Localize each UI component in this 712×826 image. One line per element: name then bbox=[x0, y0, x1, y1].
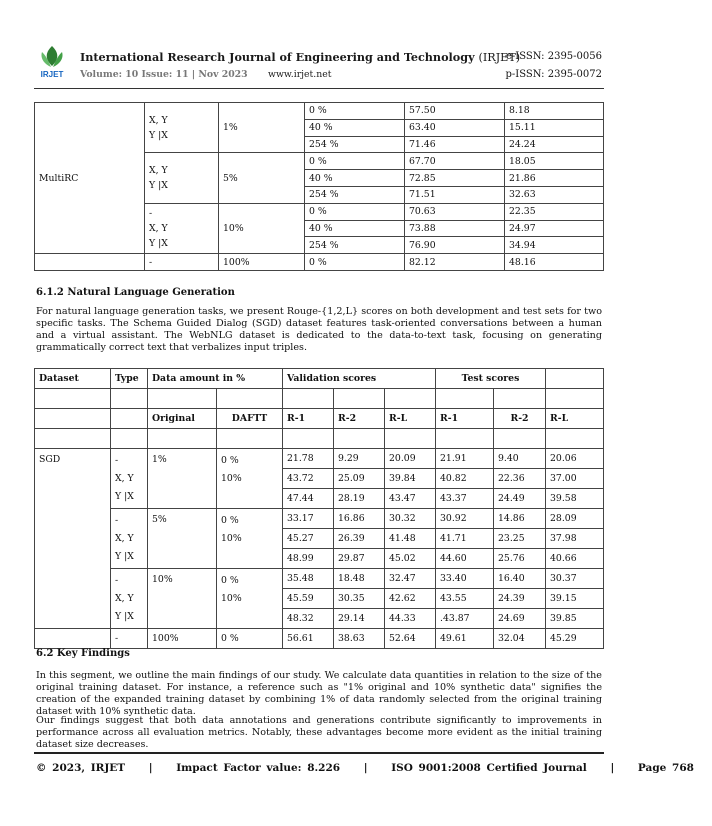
value-cell: 71.51 bbox=[405, 186, 505, 203]
header-val-r1: R-1 bbox=[283, 409, 334, 429]
value-cell: 24.97 bbox=[505, 220, 604, 237]
website-link[interactable]: www.irjet.net bbox=[268, 69, 332, 80]
daftt-cell bbox=[217, 449, 283, 509]
type-cell bbox=[145, 153, 219, 203]
score-cell: 45.27 bbox=[283, 529, 334, 549]
empty-cell bbox=[217, 389, 283, 409]
irjet-logo-icon bbox=[36, 44, 68, 80]
empty-cell bbox=[494, 389, 546, 409]
score-cell: 40.66 bbox=[546, 549, 604, 569]
type-line: Y |X bbox=[149, 180, 168, 192]
dataset-cell: MultiRC bbox=[35, 103, 145, 254]
type-line: Y |X bbox=[115, 491, 134, 502]
value-cell: 71.46 bbox=[405, 136, 505, 153]
score-cell: 29.14 bbox=[334, 609, 385, 629]
header-validation-scores: Validation scores bbox=[283, 369, 436, 389]
score-cell: - bbox=[111, 629, 148, 649]
score-cell: 48.99 bbox=[283, 549, 334, 569]
type-cell bbox=[111, 569, 148, 629]
header-test-scores: Test scores bbox=[436, 369, 546, 389]
original-amount-cell: 10% bbox=[148, 569, 217, 629]
score-cell: 41.48 bbox=[385, 529, 436, 549]
score-cell: 100% bbox=[148, 629, 217, 649]
score-cell: 0 % bbox=[217, 629, 283, 649]
header-test-r1: R-1 bbox=[436, 409, 494, 429]
score-cell: 21.91 bbox=[436, 449, 494, 469]
daftt-line: 0 % bbox=[221, 575, 239, 586]
score-cell: 30.35 bbox=[334, 589, 385, 609]
score-cell: 43.72 bbox=[283, 469, 334, 489]
table-row bbox=[35, 509, 604, 529]
score-cell: 39.85 bbox=[546, 609, 604, 629]
score-cell: 39.84 bbox=[385, 469, 436, 489]
value-cell: 254 % bbox=[305, 186, 405, 203]
score-cell: 30.37 bbox=[546, 569, 604, 589]
original-amount-cell: 5% bbox=[148, 509, 217, 569]
value-cell: 254 % bbox=[305, 237, 405, 254]
value-cell: 40 % bbox=[305, 220, 405, 237]
value-cell: 254 % bbox=[305, 136, 405, 153]
empty-cell bbox=[385, 389, 436, 409]
score-cell: 43.37 bbox=[436, 489, 494, 509]
score-cell: 47.44 bbox=[283, 489, 334, 509]
score-cell: 24.69 bbox=[494, 609, 546, 629]
score-cell: 37.98 bbox=[546, 529, 604, 549]
score-cell: 14.86 bbox=[494, 509, 546, 529]
header-type: Type bbox=[111, 369, 148, 389]
type-line: - bbox=[115, 455, 119, 466]
empty-cell bbox=[217, 429, 283, 449]
empty-cell bbox=[35, 409, 111, 429]
empty-cell bbox=[494, 429, 546, 449]
journal-abbr: (IRJET) bbox=[478, 51, 521, 64]
type-line: X, Y bbox=[115, 533, 134, 544]
type-line: Y |X bbox=[115, 611, 134, 622]
score-cell: 20.09 bbox=[385, 449, 436, 469]
score-cell: 37.00 bbox=[546, 469, 604, 489]
empty-cell bbox=[35, 629, 111, 649]
score-cell: 21.78 bbox=[283, 449, 334, 469]
footer-divider bbox=[34, 752, 604, 754]
issn-print: p-ISSN: 2395-0072 bbox=[505, 69, 602, 80]
score-cell: 42.62 bbox=[385, 589, 436, 609]
daftt-line: 10% bbox=[221, 593, 242, 604]
table-row bbox=[35, 569, 604, 589]
daftt-line: 0 % bbox=[221, 515, 239, 526]
amount-cell: 5% bbox=[219, 153, 305, 203]
daftt-cell bbox=[217, 509, 283, 569]
value-cell: 70.63 bbox=[405, 203, 505, 220]
journal-header bbox=[36, 44, 602, 80]
value-cell: 15.11 bbox=[505, 119, 604, 136]
empty-cell bbox=[334, 389, 385, 409]
empty-cell bbox=[334, 429, 385, 449]
empty-cell bbox=[111, 389, 148, 409]
header-daftt: DAFTT bbox=[217, 409, 283, 429]
score-cell: 9.29 bbox=[334, 449, 385, 469]
empty-cell bbox=[111, 409, 148, 429]
value-cell: 72.85 bbox=[405, 170, 505, 187]
value-cell: 48.16 bbox=[505, 254, 604, 271]
empty-cell bbox=[111, 429, 148, 449]
score-cell: 32.04 bbox=[494, 629, 546, 649]
header-test-r2: R-2 bbox=[494, 409, 546, 429]
score-cell: 52.64 bbox=[385, 629, 436, 649]
empty-cell bbox=[148, 429, 217, 449]
table-row bbox=[35, 449, 604, 469]
empty-cell bbox=[283, 429, 334, 449]
value-cell: 22.35 bbox=[505, 203, 604, 220]
value-cell: 73.88 bbox=[405, 220, 505, 237]
daftt-line: 10% bbox=[221, 473, 242, 484]
score-cell: 35.48 bbox=[283, 569, 334, 589]
score-cell: 23.25 bbox=[494, 529, 546, 549]
value-cell: 24.24 bbox=[505, 136, 604, 153]
type-line: X, Y bbox=[115, 473, 134, 484]
score-cell: 28.09 bbox=[546, 509, 604, 529]
section-heading-612: 6.1.2 Natural Language Generation bbox=[36, 287, 235, 298]
section-62-paragraph-2: Our findings suggest that both data annotations and generations contribute significantly to improvements in performance across all evaluation metrics. Notably, these advantages become more evident as the initial training dataset size decreases. bbox=[36, 715, 602, 750]
type-cell bbox=[111, 449, 148, 509]
section-62-paragraph-1: In this segment, we outline the main findings of our study. We calculate data quantities in relation to the size of the original training dataset. For instance, a reference such as "1% original and 10% synthetic data" signifies the creation of the expanded training dataset by combining 1% of data randomly selected from the original training dataset with 10% synthetic data. bbox=[36, 670, 602, 717]
value-cell: 8.18 bbox=[505, 103, 604, 120]
score-cell: 43.55 bbox=[436, 589, 494, 609]
value-cell: 0 % bbox=[305, 103, 405, 120]
value-cell: 100% bbox=[219, 254, 305, 271]
type-line: - bbox=[115, 515, 119, 526]
value-cell: 21.86 bbox=[505, 170, 604, 187]
value-cell: 40 % bbox=[305, 170, 405, 187]
journal-title bbox=[80, 50, 520, 64]
value-cell: 0 % bbox=[305, 203, 405, 220]
dataset-cell: SGD bbox=[35, 449, 111, 629]
score-cell: 45.59 bbox=[283, 589, 334, 609]
value-cell: 34.94 bbox=[505, 237, 604, 254]
type-cell bbox=[145, 203, 219, 253]
score-cell: 41.71 bbox=[436, 529, 494, 549]
type-line: - bbox=[115, 575, 119, 586]
type-cell bbox=[145, 103, 219, 153]
logo-text: IRJET bbox=[40, 70, 64, 79]
score-cell: 49.61 bbox=[436, 629, 494, 649]
type-line: X, Y bbox=[115, 593, 134, 604]
header-data-amount: Data amount in % bbox=[148, 369, 283, 389]
type-line: Y |X bbox=[115, 551, 134, 562]
daftt-line: 0 % bbox=[221, 455, 239, 466]
header-divider bbox=[34, 88, 604, 89]
original-amount-cell: 1% bbox=[148, 449, 217, 509]
score-cell: 43.47 bbox=[385, 489, 436, 509]
table-row bbox=[35, 254, 604, 271]
empty-cell bbox=[546, 389, 604, 409]
value-cell: - bbox=[145, 254, 219, 271]
header-test-rl: R-L bbox=[546, 409, 604, 429]
header-original: Original bbox=[148, 409, 217, 429]
score-cell: 20.06 bbox=[546, 449, 604, 469]
score-cell: 33.40 bbox=[436, 569, 494, 589]
value-cell: 0 % bbox=[305, 153, 405, 170]
empty-cell bbox=[148, 389, 217, 409]
page-footer bbox=[36, 762, 712, 774]
daftt-cell bbox=[217, 569, 283, 629]
score-cell: 29.87 bbox=[334, 549, 385, 569]
score-cell: 39.58 bbox=[546, 489, 604, 509]
header-empty bbox=[546, 369, 604, 389]
daftt-line: 10% bbox=[221, 533, 242, 544]
multirc-results-table bbox=[34, 102, 604, 271]
type-line: X, Y bbox=[149, 114, 168, 126]
score-cell: 25.09 bbox=[334, 469, 385, 489]
score-cell: 26.39 bbox=[334, 529, 385, 549]
value-cell: 76.90 bbox=[405, 237, 505, 254]
score-cell: 16.86 bbox=[334, 509, 385, 529]
empty-cell bbox=[436, 389, 494, 409]
type-line: X, Y bbox=[149, 165, 168, 177]
value-cell: 57.50 bbox=[405, 103, 505, 120]
empty-cell bbox=[546, 429, 604, 449]
footer-sep: | bbox=[363, 762, 368, 774]
header-val-r2: R-2 bbox=[334, 409, 385, 429]
footer-page: Page 768 bbox=[637, 762, 694, 774]
type-line: Y |X bbox=[149, 237, 168, 249]
footer-sep: | bbox=[610, 762, 615, 774]
score-cell: 33.17 bbox=[283, 509, 334, 529]
footer-sep: | bbox=[148, 762, 153, 774]
value-cell: 18.05 bbox=[505, 153, 604, 170]
sgd-results-table bbox=[34, 368, 604, 649]
footer-copyright: © 2023, IRJET bbox=[36, 762, 126, 774]
empty-cell bbox=[385, 429, 436, 449]
score-cell: 45.29 bbox=[546, 629, 604, 649]
value-cell: 67.70 bbox=[405, 153, 505, 170]
empty-cell bbox=[436, 429, 494, 449]
amount-cell: 1% bbox=[219, 103, 305, 153]
score-cell: 38.63 bbox=[334, 629, 385, 649]
empty-cell bbox=[35, 254, 145, 271]
value-cell: 40 % bbox=[305, 119, 405, 136]
header-val-rl: R-L bbox=[385, 409, 436, 429]
type-cell bbox=[111, 509, 148, 569]
section-612-paragraph: For natural language generation tasks, we present Rouge-{1,2,L} scores on both development and test sets for two specific tasks. The Schema Guided Dialog (SGD) dataset features task-oriented conversations between a human and a virtual assistant. The WebNLG dataset is dedicated to the data-to-text task, focusing on generating grammatically correct text that verbalizes input triples. bbox=[36, 306, 602, 353]
score-cell: 25.76 bbox=[494, 549, 546, 569]
footer-impact: Impact Factor value: 8.226 bbox=[176, 762, 341, 774]
value-cell: 63.40 bbox=[405, 119, 505, 136]
value-cell: 32.63 bbox=[505, 186, 604, 203]
type-line: - bbox=[149, 207, 153, 219]
amount-cell: 10% bbox=[219, 203, 305, 253]
value-cell: 82.12 bbox=[405, 254, 505, 271]
empty-cell bbox=[283, 389, 334, 409]
volume-issue: Volume: 10 Issue: 11 | Nov 2023 bbox=[80, 69, 248, 80]
score-cell: 30.92 bbox=[436, 509, 494, 529]
score-cell: 40.82 bbox=[436, 469, 494, 489]
score-cell: 44.33 bbox=[385, 609, 436, 629]
score-cell: 28.19 bbox=[334, 489, 385, 509]
score-cell: 16.40 bbox=[494, 569, 546, 589]
score-cell: 18.48 bbox=[334, 569, 385, 589]
score-cell: 22.36 bbox=[494, 469, 546, 489]
journal-name: International Research Journal of Engineering and Technology bbox=[80, 50, 475, 64]
type-line: Y |X bbox=[149, 129, 168, 141]
score-cell: 24.49 bbox=[494, 489, 546, 509]
score-cell: 24.39 bbox=[494, 589, 546, 609]
score-cell: .43.87 bbox=[436, 609, 494, 629]
table-row bbox=[35, 629, 604, 649]
section-heading-62: 6.2 Key Findings bbox=[36, 648, 130, 659]
score-cell: 30.32 bbox=[385, 509, 436, 529]
header-dataset: Dataset bbox=[35, 369, 111, 389]
score-cell: 44.60 bbox=[436, 549, 494, 569]
table-row bbox=[35, 103, 604, 120]
value-cell: 0 % bbox=[305, 254, 405, 271]
score-cell: 9.40 bbox=[494, 449, 546, 469]
type-line: X, Y bbox=[149, 222, 168, 234]
empty-cell bbox=[35, 429, 111, 449]
issn-electronic: e-ISSN: 2395-0056 bbox=[506, 51, 602, 62]
score-cell: 56.61 bbox=[283, 629, 334, 649]
score-cell: 48.32 bbox=[283, 609, 334, 629]
score-cell: 39.15 bbox=[546, 589, 604, 609]
empty-cell bbox=[35, 389, 111, 409]
score-cell: 32.47 bbox=[385, 569, 436, 589]
score-cell: 45.02 bbox=[385, 549, 436, 569]
footer-iso: ISO 9001:2008 Certified Journal bbox=[391, 762, 587, 774]
